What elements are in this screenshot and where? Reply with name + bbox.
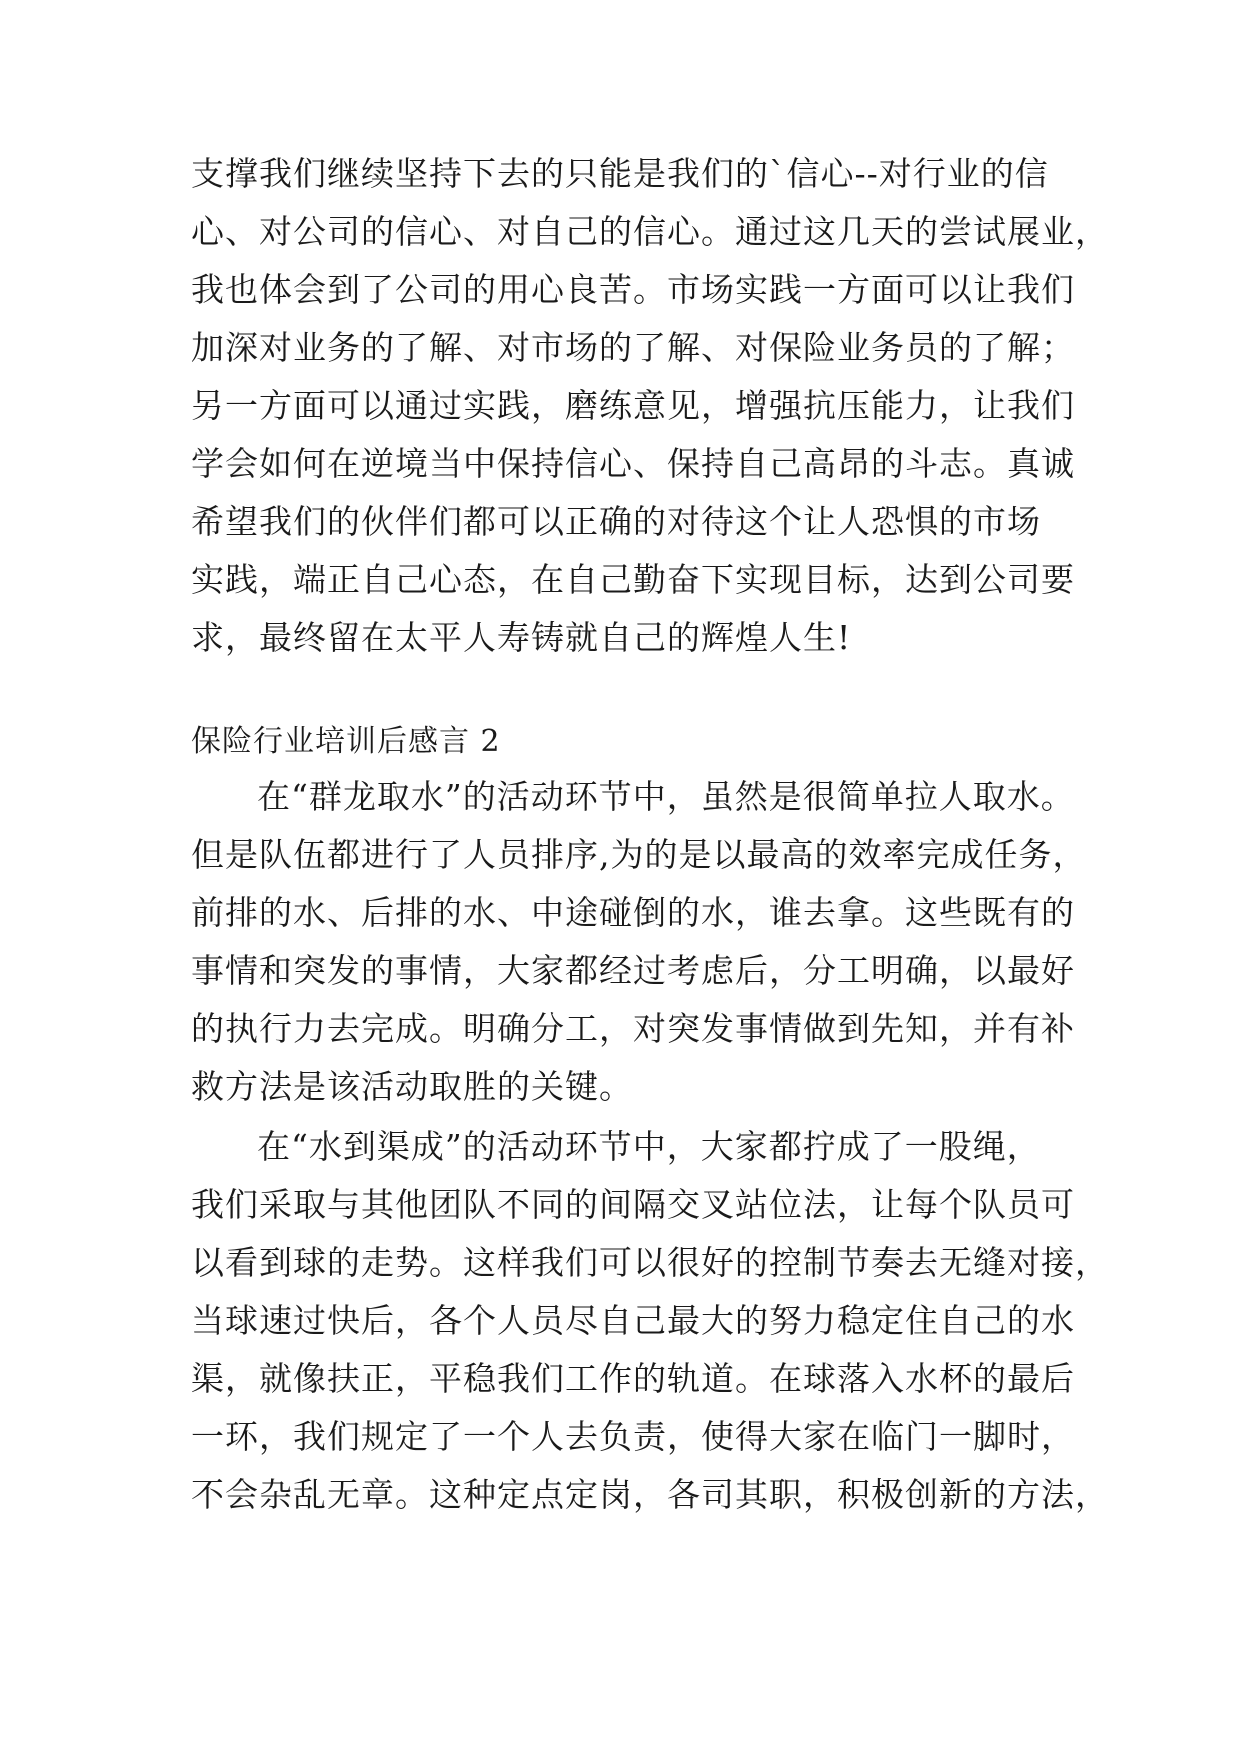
- text-line: 心、对公司的信心、对自己的信心。通过这几天的尝试展业，: [191, 212, 1109, 251]
- text-line: 但是队伍都进行了人员排序,为的是以最高的效率完成任务，: [191, 835, 1087, 874]
- text-line: 在“水到渠成”的活动环节中，大家都拧成了一股绳，: [257, 1127, 1041, 1166]
- text-line: 前排的水、后排的水、中途碰倒的水，谁去拿。这些既有的: [191, 893, 1075, 932]
- text-line: 我也体会到了公司的用心良苦。市场实践一方面可以让我们: [191, 270, 1075, 309]
- text-line: 的执行力去完成。明确分工，对突发事情做到先知，并有补: [191, 1009, 1075, 1048]
- paragraph-2: [191, 1118, 1109, 1524]
- text-line: 加深对业务的了解、对市场的了解、对保险业务员的了解；: [191, 328, 1075, 367]
- text-line: 学会如何在逆境当中保持信心、保持自己高昂的斗志。真诚: [191, 444, 1075, 483]
- text-section-1: [191, 145, 1109, 667]
- text-line: 在“群龙取水”的活动环节中，虽然是很简单拉人取水。: [257, 777, 1075, 816]
- text-line: 实践，端正自己心态，在自己勤奋下实现目标，达到公司要: [191, 560, 1075, 599]
- section-heading: 保险行业培训后感言 2: [191, 724, 501, 759]
- text-line: 我们采取与其他团队不同的间隔交叉站位法，让每个队员可: [191, 1185, 1075, 1224]
- paragraph-1: [191, 768, 1087, 1116]
- text-line: 另一方面可以通过实践，磨练意见，增强抗压能力，让我们: [191, 386, 1075, 425]
- text-line: 救方法是该活动取胜的关键。: [191, 1067, 633, 1106]
- text-line: 当球速过快后，各个人员尽自己最大的努力稳定住自己的水: [191, 1301, 1075, 1340]
- text-line: 支撑我们继续坚持下去的只能是我们的`信心--对行业的信: [191, 154, 1049, 193]
- text-line: 以看到球的走势。这样我们可以很好的控制节奏去无缝对接，: [191, 1243, 1109, 1282]
- text-line: 事情和突发的事情，大家都经过考虑后，分工明确，以最好: [191, 951, 1075, 990]
- text-line: 求，最终留在太平人寿铸就自己的辉煌人生!: [191, 618, 852, 657]
- text-line: 渠，就像扶正，平稳我们工作的轨道。在球落入水杯的最后: [191, 1359, 1075, 1398]
- text-line: 一环，我们规定了一个人去负责，使得大家在临门一脚时，: [191, 1417, 1075, 1456]
- text-line: 不会杂乱无章。这种定点定岗，各司其职，积极创新的方法，: [191, 1475, 1109, 1514]
- text-line: 希望我们的伙伴们都可以正确的对待这个让人恐惧的市场: [191, 502, 1041, 541]
